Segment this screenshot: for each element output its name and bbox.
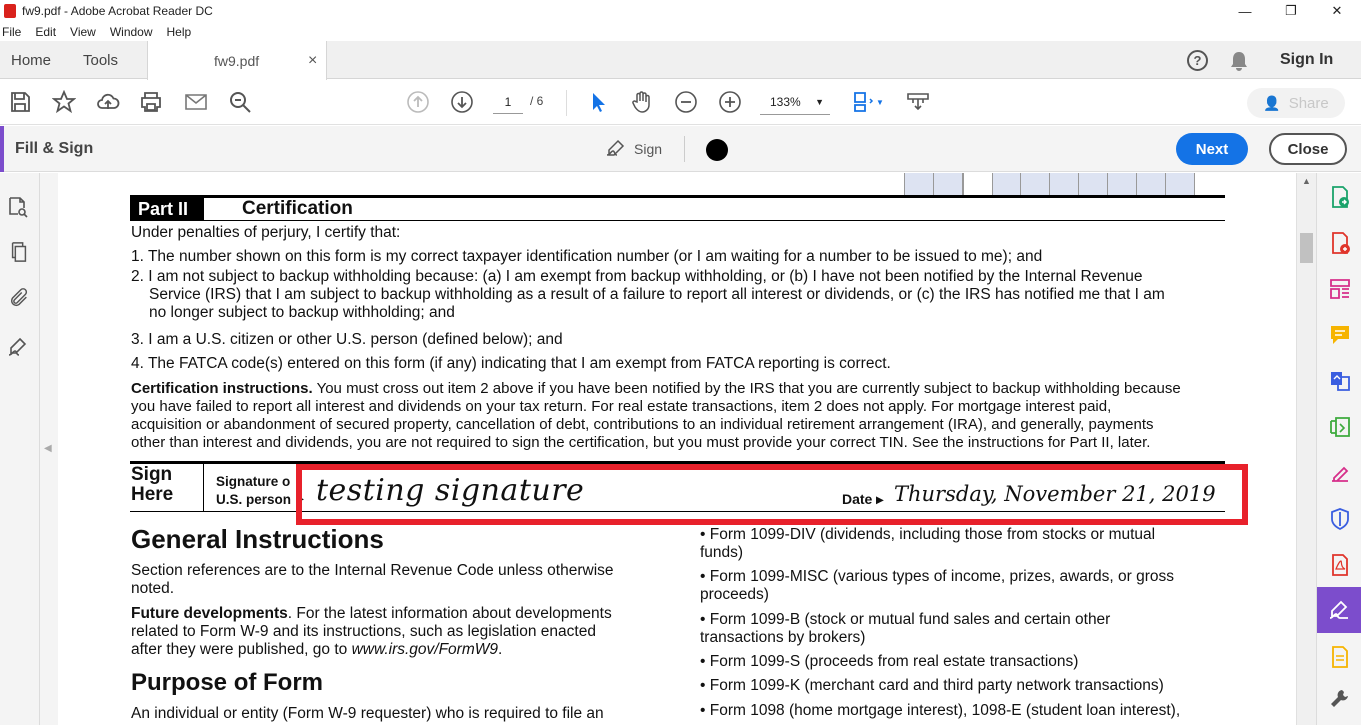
search-icon[interactable] bbox=[226, 88, 254, 116]
sign-here-label-2: Here bbox=[131, 484, 174, 505]
scroll-up-icon[interactable]: ▲ bbox=[1302, 176, 1311, 186]
cert-item-2-end: no longer subject to backup withholding; and bbox=[149, 304, 455, 321]
create-pdf-icon[interactable] bbox=[1328, 231, 1352, 255]
right-item-6: • Form 1098 (home mortgage interest), 1098-E (student loan interest), bbox=[700, 702, 1181, 719]
organize-pages-icon[interactable] bbox=[1328, 415, 1352, 439]
print-icon[interactable] bbox=[137, 88, 165, 116]
right-item-5: • Form 1099-K (merchant card and third party network transactions) bbox=[700, 677, 1164, 694]
send-for-review-icon[interactable] bbox=[1328, 645, 1352, 669]
window-title: fw9.pdf - Adobe Acrobat Reader DC bbox=[22, 4, 213, 18]
close-window-button[interactable]: ✕ bbox=[1331, 3, 1343, 18]
menu-help[interactable]: Help bbox=[166, 24, 192, 39]
export-pdf-icon[interactable] bbox=[1328, 185, 1352, 209]
acrobat-app-icon bbox=[4, 4, 16, 18]
share-label: Share bbox=[1288, 94, 1329, 112]
cert-instructions-line-4: other than interest and dividends, you are not required to sign the certification, but you must provide your correct TIN. See the instructions for Part II, later. bbox=[131, 434, 1151, 451]
hand-tool-icon[interactable] bbox=[628, 88, 656, 116]
menu-view[interactable]: View bbox=[70, 24, 96, 39]
pdf-file-icon[interactable] bbox=[1328, 553, 1352, 577]
chevron-down-icon: ▼ bbox=[815, 97, 824, 107]
zoom-value: 133% bbox=[770, 95, 801, 109]
cert-instructions-line-3: acquisition or abandonment of secured property, cancellation of debt, contributions to an individual retirement arrangement (IRA), and generally, payments bbox=[131, 416, 1154, 433]
share-button[interactable] bbox=[1247, 88, 1345, 118]
general-line-1: Section references are to the Internal Revenue Code unless otherwise bbox=[131, 562, 614, 579]
cert-item-2: 2. I am not subject to backup withholding because: (a) I am exempt from backup withholding, or (b) I have not been notified by the Internal Revenue bbox=[131, 268, 1143, 285]
intro-text: Under penalties of perjury, I certify that: bbox=[131, 224, 401, 241]
menu-file[interactable]: File bbox=[2, 24, 22, 39]
pen-sign-icon bbox=[604, 137, 628, 161]
fill-sign-bar bbox=[0, 126, 1361, 172]
tab-document-label: fw9.pdf bbox=[214, 52, 260, 69]
upload-cloud-icon[interactable] bbox=[94, 88, 122, 116]
right-item-3: • Form 1099-B (stock or mutual fund sales and certain other bbox=[700, 611, 1111, 628]
arrow-marker-icon: ▸ bbox=[299, 494, 305, 505]
tab-tools[interactable]: Tools bbox=[83, 51, 119, 69]
scroll-mode-icon[interactable] bbox=[904, 88, 932, 116]
left-panel-collapse[interactable] bbox=[40, 173, 58, 725]
menu-bar bbox=[0, 22, 1361, 41]
future-dev-bold: Future developments bbox=[131, 605, 288, 622]
menu-edit[interactable]: Edit bbox=[35, 24, 57, 39]
future-dev-end: . bbox=[498, 641, 503, 658]
page-total: / 6 bbox=[530, 94, 544, 108]
header-rule bbox=[130, 220, 1225, 221]
page-number-input[interactable]: 1 bbox=[493, 92, 523, 114]
menu-window[interactable]: Window bbox=[109, 24, 153, 39]
expand-arrow-icon[interactable]: ◀ bbox=[44, 443, 52, 454]
save-icon[interactable] bbox=[6, 88, 34, 116]
sign-button[interactable] bbox=[604, 136, 662, 162]
right-item-3-cont: transactions by brokers) bbox=[700, 629, 866, 646]
part-title: Certification bbox=[242, 198, 353, 219]
color-picker[interactable] bbox=[706, 139, 728, 161]
zoom-select[interactable] bbox=[760, 91, 830, 115]
cert-item-2-cont: Service (IRS) that I am subject to backup withholding as a result of a failure to report all interest or dividends, or (c) the IRS has notified me that I am bbox=[149, 286, 1165, 303]
minimize-button[interactable]: — bbox=[1238, 3, 1252, 19]
right-item-4: • Form 1099-S (proceeds from real estate transactions) bbox=[700, 653, 1079, 670]
tab-document[interactable] bbox=[147, 41, 327, 80]
protect-shield-icon[interactable] bbox=[1328, 507, 1352, 531]
fill-sign-title: Fill & Sign bbox=[15, 140, 94, 157]
select-cursor-icon[interactable] bbox=[584, 88, 612, 116]
signature-panel-icon[interactable] bbox=[6, 335, 30, 359]
pages-icon[interactable] bbox=[8, 241, 30, 263]
cert-item-4: 4. The FATCA code(s) entered on this form (if any) indicating that I am exempt from FATCA reporting is correct. bbox=[131, 355, 891, 372]
edit-pdf-icon[interactable] bbox=[1328, 277, 1352, 301]
cert-instructions-line-1: You must cross out item 2 above if you have been notified by the IRS that you are currently subject to backup withholding because bbox=[312, 380, 1181, 397]
left-nav-rail bbox=[0, 173, 40, 725]
fit-page-icon[interactable] bbox=[849, 88, 877, 116]
fill-sign-divider bbox=[684, 136, 685, 162]
future-dev-line-2: related to Form W-9 and its instructions, such as legislation enacted bbox=[131, 623, 596, 640]
fill-sign-pen-icon bbox=[1327, 598, 1351, 622]
fit-chevron-icon[interactable]: ▼ bbox=[876, 98, 884, 107]
future-dev-line-3 bbox=[131, 641, 502, 659]
more-tools-wrench-icon[interactable] bbox=[1328, 687, 1352, 711]
cert-instructions-bold: Certification instructions. bbox=[131, 380, 313, 397]
fill-sign-tool-active[interactable] bbox=[1317, 587, 1361, 633]
right-item-2-cont: proceeds) bbox=[700, 586, 769, 603]
general-line-2: noted. bbox=[131, 580, 175, 597]
tin-grid bbox=[904, 173, 1195, 195]
scrollbar-thumb[interactable] bbox=[1300, 233, 1313, 263]
tab-home[interactable]: Home bbox=[11, 51, 52, 69]
signature-label-1: Signature o bbox=[216, 474, 291, 489]
bookmark-star-icon[interactable] bbox=[50, 88, 78, 116]
sign-in-button[interactable]: Sign In bbox=[1280, 51, 1334, 68]
help-icon[interactable]: ? bbox=[1187, 50, 1208, 71]
bell-icon[interactable] bbox=[1229, 50, 1249, 72]
comment-icon[interactable] bbox=[1328, 323, 1352, 347]
redact-icon[interactable] bbox=[1328, 461, 1352, 485]
next-page-icon[interactable] bbox=[448, 88, 476, 116]
fill-sign-accent bbox=[0, 126, 4, 172]
prev-page-icon[interactable] bbox=[404, 88, 432, 116]
right-item-2: • Form 1099-MISC (various types of income, prizes, awards, or gross bbox=[700, 568, 1175, 585]
general-instructions-heading: General Instructions bbox=[131, 524, 384, 554]
purpose-line: An individual or entity (Form W-9 requester) who is required to file an bbox=[131, 705, 604, 722]
page-thumbnails-icon[interactable] bbox=[6, 195, 30, 219]
main-toolbar bbox=[0, 80, 1361, 125]
right-item-1: • Form 1099-DIV (dividends, including those from stocks or mutual bbox=[700, 526, 1156, 543]
cert-item-1: 1. The number shown on this form is my correct taxpayer identification number (or I am waiting for a number to be issued to me); and bbox=[131, 248, 1043, 265]
attachment-icon[interactable] bbox=[8, 287, 30, 309]
vertical-scrollbar[interactable] bbox=[1296, 173, 1316, 725]
irs-link[interactable]: www.irs.gov/FormW9 bbox=[351, 641, 498, 658]
pdf-document-view bbox=[58, 173, 1296, 725]
close-button[interactable]: Close bbox=[1269, 133, 1347, 165]
signature-label-2: U.S. person bbox=[216, 492, 292, 507]
restore-button[interactable]: ❐ bbox=[1285, 3, 1297, 18]
sign-label: Sign bbox=[634, 141, 663, 157]
email-icon[interactable] bbox=[182, 88, 210, 116]
tab-close-button[interactable]: × bbox=[308, 51, 318, 69]
add-user-icon: 👤 bbox=[1263, 94, 1281, 111]
future-dev-line-3-text: after they were published, go to bbox=[131, 641, 352, 658]
right-tools-rail bbox=[1316, 173, 1361, 725]
tab-bar bbox=[0, 41, 1361, 79]
date-value[interactable]: Thursday, November 21, 2019 bbox=[894, 482, 1216, 506]
sign-divider bbox=[203, 464, 204, 512]
cert-item-3: 3. I am a U.S. citizen or other U.S. person (defined below); and bbox=[131, 331, 563, 348]
signature-text[interactable]: testing signature bbox=[316, 473, 585, 508]
toolbar-divider bbox=[566, 90, 567, 116]
sign-here-label-1: Sign bbox=[131, 464, 173, 485]
cert-instructions bbox=[131, 380, 1181, 398]
zoom-in-icon[interactable] bbox=[716, 88, 744, 116]
combine-files-icon[interactable] bbox=[1328, 369, 1352, 393]
cert-instructions-line-2: you have failed to report all interest and dividends on your tax return. For real estate transactions, item 2 does not apply. For mortgage interest paid, bbox=[131, 398, 1112, 415]
purpose-heading: Purpose of Form bbox=[131, 669, 324, 696]
right-item-1-cont: funds) bbox=[700, 544, 744, 561]
future-dev-line-1 bbox=[131, 605, 612, 623]
next-button[interactable]: Next bbox=[1176, 133, 1248, 165]
part-label: Part II bbox=[130, 198, 204, 220]
title-bar bbox=[0, 0, 1361, 22]
zoom-out-icon[interactable] bbox=[672, 88, 700, 116]
future-dev-text: . For the latest information about developments bbox=[287, 605, 612, 622]
date-label: Date ▸ bbox=[842, 491, 884, 507]
